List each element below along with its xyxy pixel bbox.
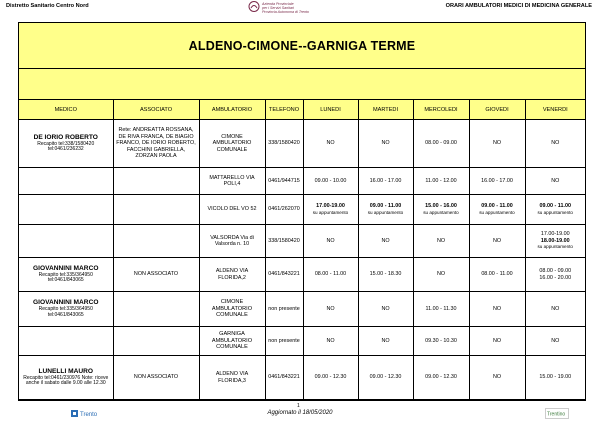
tuesday-cell: 16.00 - 17.00 [358, 168, 413, 195]
column-header: MEDICO [19, 100, 113, 120]
phone-cell: 338/1580420 [265, 120, 303, 168]
doctor-cell [19, 258, 113, 292]
clinic-cell: CIMONE AMBULATORIO COMUNALE [199, 120, 265, 168]
column-header: LUNEDI [303, 100, 358, 120]
table-row [19, 120, 585, 168]
last-updated: Aggiornato il 18/05/2020 [267, 410, 333, 416]
doctor-name: GIOVANNINI MARCO [33, 299, 99, 307]
table-row [19, 327, 585, 356]
friday-cell: NO [525, 292, 585, 327]
wednesday-cell: 15.00 - 16.00 su appuntamento [413, 195, 469, 225]
page-footer [0, 402, 600, 424]
column-header: MARTEDI [358, 100, 413, 120]
wednesday-cell: 09.00 - 12.30 [413, 356, 469, 400]
monday-cell: 17.00-19.00 su appuntamento [303, 195, 358, 225]
doctor-name: DE IORIO ROBERTO [33, 133, 98, 141]
column-header: TELEFONO [265, 100, 303, 120]
thursday-cell: NO [469, 356, 525, 400]
phone-cell: 338/1580420 [265, 225, 303, 258]
thursday-cell: NO [469, 225, 525, 258]
associate-cell-empty [113, 168, 199, 195]
wednesday-cell: NO [413, 225, 469, 258]
schedule-sheet [18, 22, 586, 401]
tuesday-cell: 15.00 - 18.30 [358, 258, 413, 292]
thursday-cell: 16.00 - 17.00 [469, 168, 525, 195]
clinic-cell: CIMONE AMBULATORIO COMUNALE [199, 292, 265, 327]
svg-text:Trentino: Trentino [547, 411, 566, 418]
title-spacer [19, 69, 585, 100]
column-header: ASSOCIATO [113, 100, 199, 120]
doctor-cell-empty [19, 195, 113, 225]
friday-cell: 09.00 - 11.00 su appuntamento [525, 195, 585, 225]
friday-cell: 17.00-19.00 18.00-19.00 su appuntamento [525, 225, 585, 258]
column-header: VENERDI [525, 100, 585, 120]
tuesday-cell: NO [358, 292, 413, 327]
friday-cell: NO [525, 168, 585, 195]
phone-cell: 0461/944715 [265, 168, 303, 195]
clinic-cell: ALDENO VIA FLORIDA,3 [199, 356, 265, 400]
tuesday-cell: 09.00 - 12.30 [358, 356, 413, 400]
phone-cell: 0461/843221 [265, 356, 303, 400]
tuesday-cell: NO [358, 225, 413, 258]
monday-cell: 09.00 - 10.00 [303, 168, 358, 195]
doctor-contact: Recapito tel:0461/230976 Note: riceve anche il sabato dalle 9.00 alle 12.30 [23, 374, 109, 387]
friday-cell: NO [525, 120, 585, 168]
page-header [0, 0, 600, 14]
doctor-name: LUNELLI MAURO [38, 367, 94, 375]
clinic-cell: MATTARELLO VIA POLI,4 [199, 168, 265, 195]
friday-cell: NO [525, 327, 585, 356]
thursday-cell: NO [469, 327, 525, 356]
wednesday-cell: 08.00 - 09.00 [413, 120, 469, 168]
clinic-cell: ALDENO VIA FLORIDA,2 [199, 258, 265, 292]
page-title: ALDENO-CIMONE--GARNIGA TERME [19, 23, 585, 69]
trentino-logo-icon [545, 408, 569, 419]
doctor-contact: Recapito tel:335/364950 tel:0461/843065 [38, 271, 93, 284]
column-header: AMBULATORIO [199, 100, 265, 120]
monday-cell: NO [303, 225, 358, 258]
monday-cell: NO [303, 327, 358, 356]
doctor-cell [19, 356, 113, 400]
page-number: 1 [297, 403, 300, 409]
apss-logo-text: Azienda Provinciale per i Servizi Sanitari Provincia Autonoma di Trento [262, 2, 309, 14]
doctor-cell-empty [19, 168, 113, 195]
column-header: GIOVEDI [469, 100, 525, 120]
clinic-cell: VALSORDA Via di Valsorda n. 10 [199, 225, 265, 258]
apss-logo-icon [248, 1, 260, 12]
phone-cell: non presente [265, 327, 303, 356]
monday-cell: NO [303, 120, 358, 168]
wednesday-cell: 11.00 - 12.00 [413, 168, 469, 195]
friday-cell: 08.00 - 09.00 16.00 - 20.00 [525, 258, 585, 292]
table-row [19, 195, 585, 225]
associate-cell: NON ASSOCIATO [113, 356, 199, 400]
wednesday-cell: NO [413, 258, 469, 292]
doctor-cell-empty [19, 225, 113, 258]
tuesday-cell: NO [358, 120, 413, 168]
thursday-cell: 09.00 - 11.00 su appuntamento [469, 195, 525, 225]
doctor-contact: Recapito tel:338/1580420 tel:0461/236232 [37, 140, 95, 153]
monday-cell: 09.00 - 12.30 [303, 356, 358, 400]
associate-cell: NON ASSOCIATO [113, 258, 199, 292]
phone-cell: non presente [265, 292, 303, 327]
associate-cell-empty [113, 292, 199, 327]
tuesday-cell: NO [358, 327, 413, 356]
doctor-cell [19, 292, 113, 327]
table-row [19, 258, 585, 292]
doctor-name: GIOVANNINI MARCO [33, 264, 99, 272]
district-name: Distretto Sanitario Centro Nord [6, 3, 89, 9]
tuesday-cell: 09.00 - 11.00 su appuntamento [358, 195, 413, 225]
monday-cell: NO [303, 292, 358, 327]
clinic-cell: VICOLO DEL VO 52 [199, 195, 265, 225]
table-row [19, 225, 585, 258]
wednesday-cell: 11.00 - 11.30 [413, 292, 469, 327]
thursday-cell: NO [469, 292, 525, 327]
phone-cell: 0461/843221 [265, 258, 303, 292]
associate-cell: Rete: ANDREATTA ROSSANA, DE RIVA FRANCA, DE BIAGIO FRANCO, DE IORIO ROBERTO, FACCHINI GABRIELLA, ZORZAN PAOLA [113, 120, 199, 168]
associate-cell-empty [113, 225, 199, 258]
svg-text:Trento: Trento [80, 412, 98, 418]
doctor-cell-empty [19, 327, 113, 356]
table-row [19, 168, 585, 195]
document-heading: ORARI AMBULATORI MEDICI DI MEDICINA GENERALE [445, 3, 592, 9]
clinic-cell: GARNIGA AMBULATORIO COMUNALE [199, 327, 265, 356]
doctor-cell [19, 120, 113, 168]
thursday-cell: 08.00 - 11.00 [469, 258, 525, 292]
associate-cell-empty [113, 327, 199, 356]
friday-cell: 15.00 - 19.00 [525, 356, 585, 400]
thursday-cell: NO [469, 120, 525, 168]
doctor-contact: Recapito tel:335/364950 tel:0461/843065 [38, 306, 93, 318]
table-row [19, 356, 585, 400]
monday-cell: 08.00 - 11.00 [303, 258, 358, 292]
schedule-table [19, 100, 585, 400]
table-row [19, 292, 585, 327]
associate-cell-empty [113, 195, 199, 225]
table-header-row [19, 100, 585, 120]
phone-cell: 0461/262070 [265, 195, 303, 225]
column-header: MERCOLEDI [413, 100, 469, 120]
wednesday-cell: 09.30 - 10.30 [413, 327, 469, 356]
